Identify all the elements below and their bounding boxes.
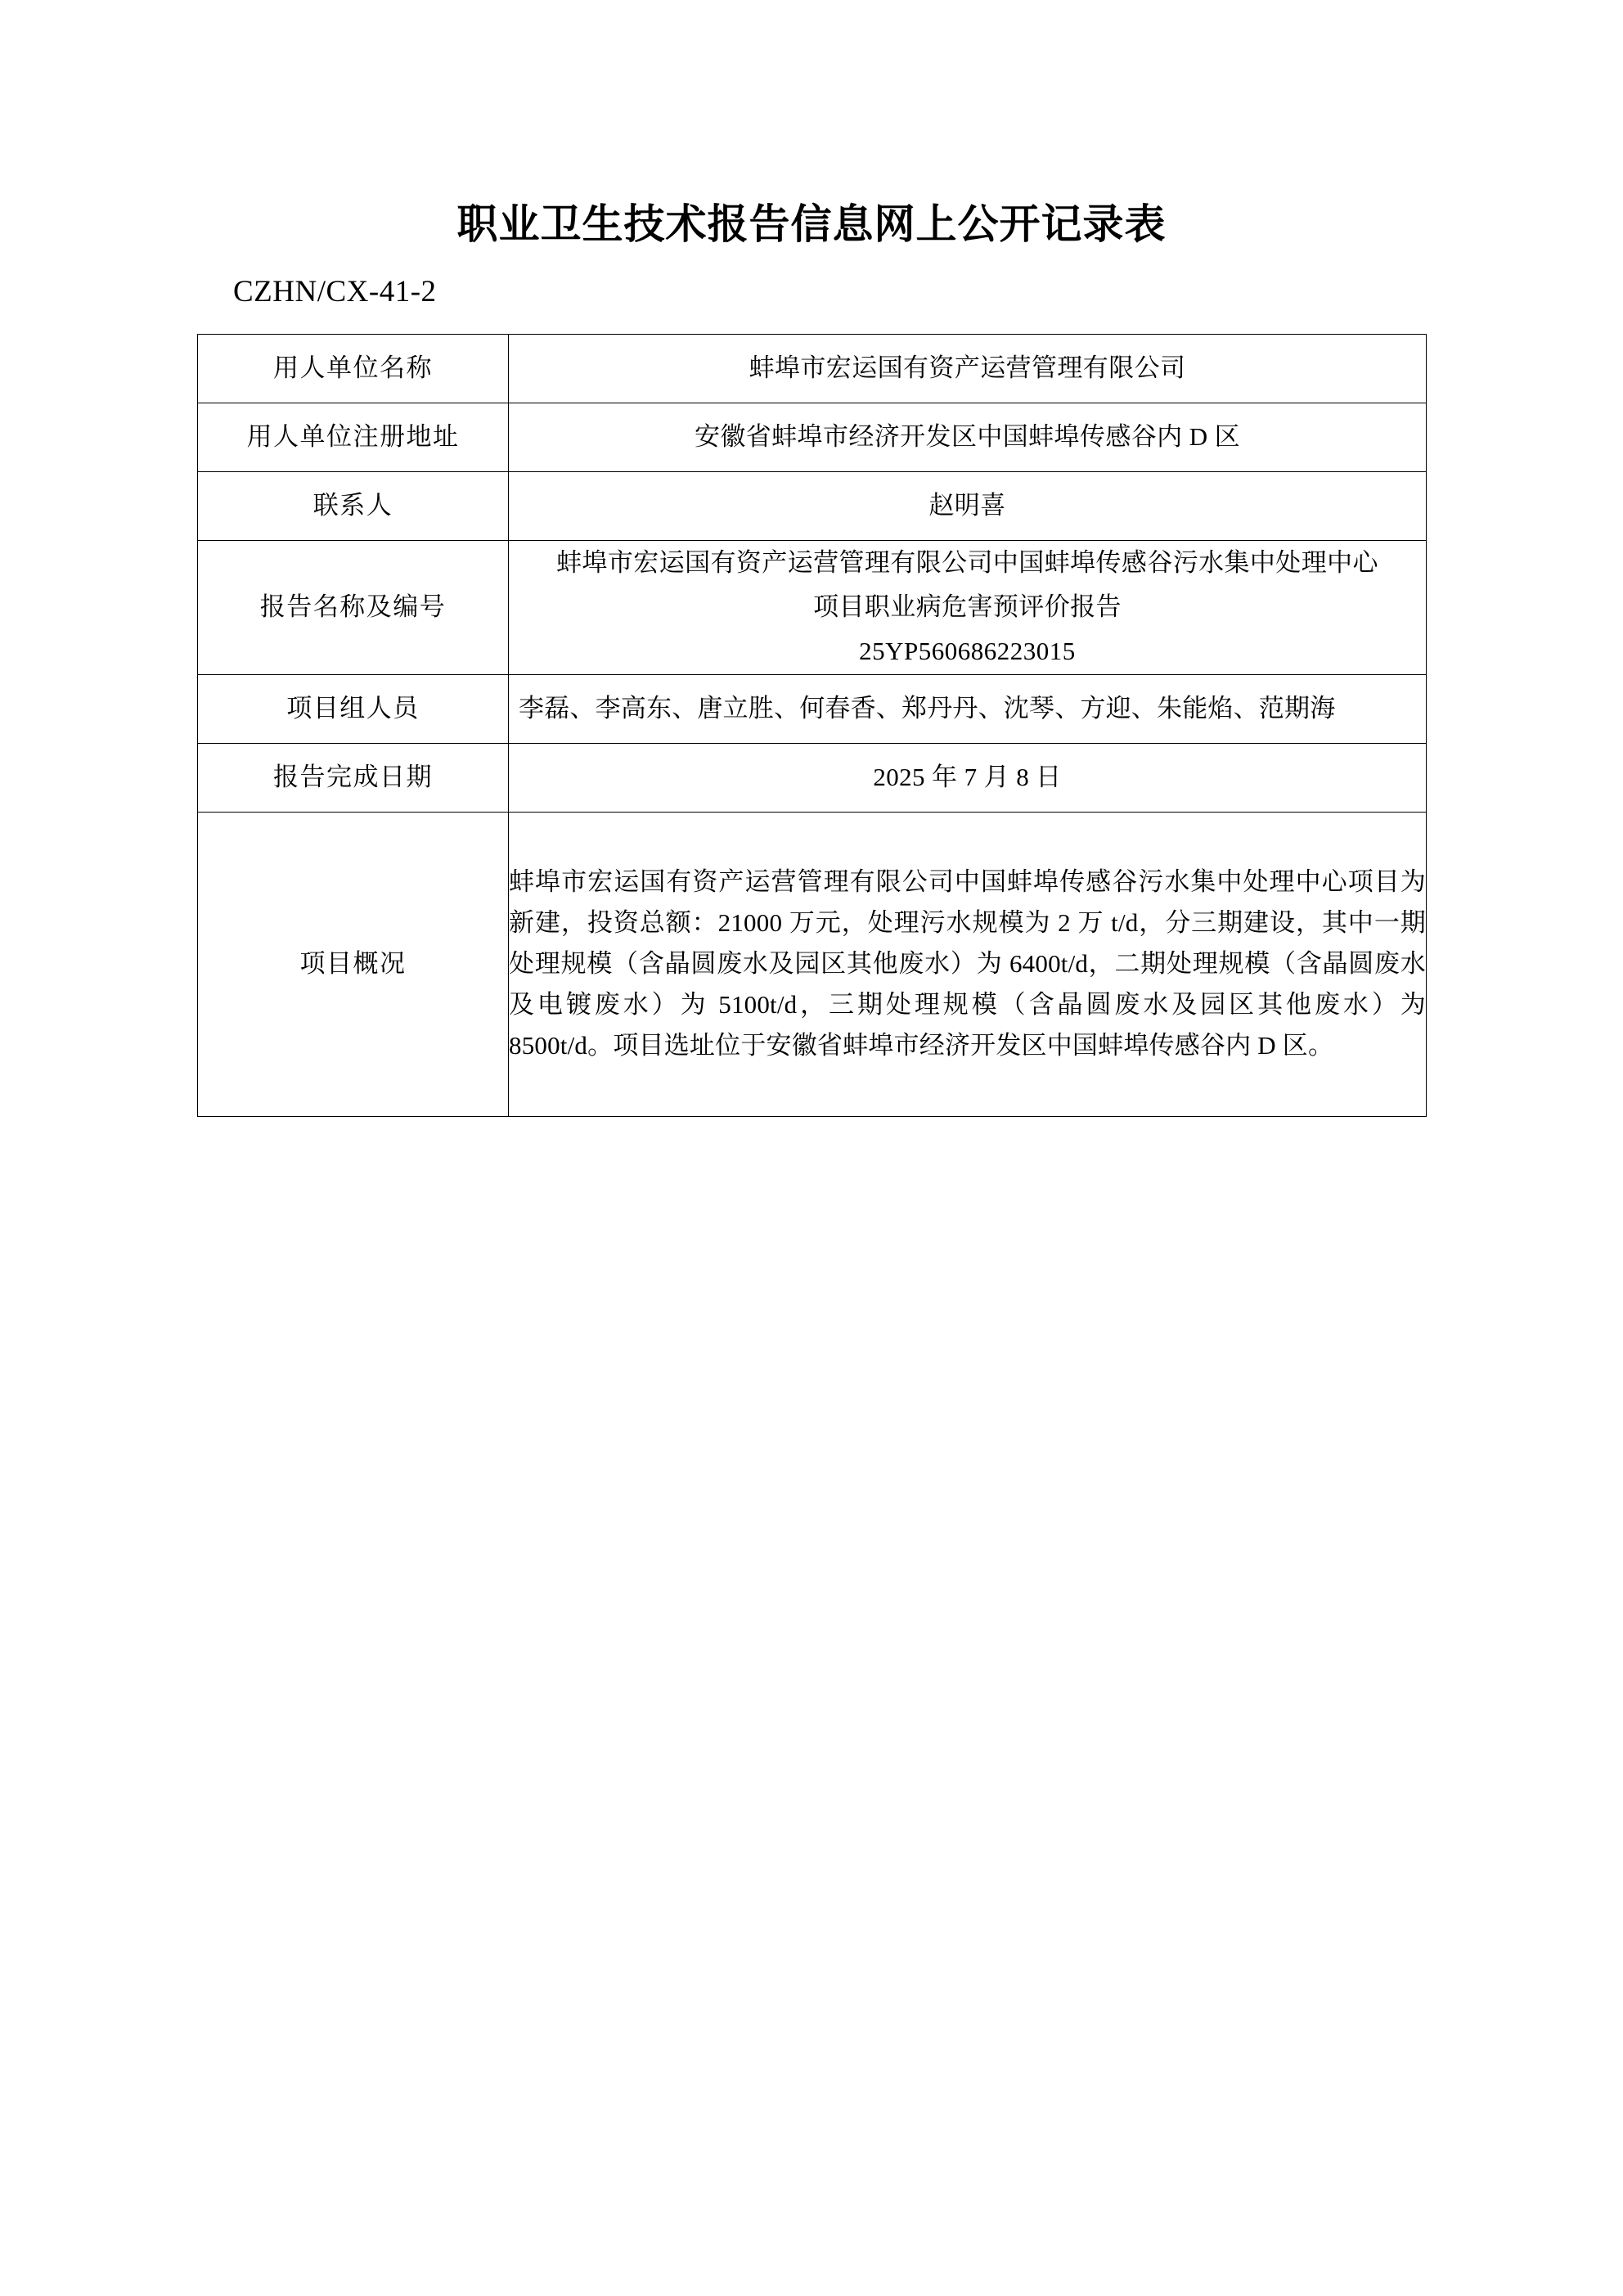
row-label-project-overview: 项目概况 [198, 812, 509, 1116]
row-label-completion-date: 报告完成日期 [198, 743, 509, 812]
row-value-employer-name: 蚌埠市宏运国有资产运营管理有限公司 [509, 335, 1427, 403]
table-row [198, 472, 1427, 541]
row-value-project-overview: 蚌埠市宏运国有资产运营管理有限公司中国蚌埠传感谷污水集中处理中心项目为新建，投资总额：21000 万元，处理污水规模为 2 万 t/d，分三期建设，其中一期处理规模（含晶圆废水及园区其他废水）为 6400t/d，二期处理规模（含晶圆废水及电镀废水）为 5100t/d，三期处理规模（含晶圆废水及园区其他废水）为 8500t/d。项目选址位于安徽省蚌埠市经济开发区中国蚌埠传感谷内 D 区。 [509, 812, 1427, 1116]
report-info-table [197, 334, 1427, 1117]
table-row [198, 743, 1427, 812]
row-label-contact-person: 联系人 [198, 472, 509, 541]
row-value-report-name-number [509, 541, 1427, 675]
form-code: CZHN/CX-41-2 [233, 275, 437, 308]
row-label-employer-address: 用人单位注册地址 [198, 403, 509, 472]
report-name-line-1: 蚌埠市宏运国有资产运营管理有限公司中国蚌埠传感谷污水集中处理中心 [556, 548, 1378, 577]
row-label-employer-name: 用人单位名称 [198, 335, 509, 403]
report-number: 25YP560686223015 [859, 637, 1076, 666]
page-title: 职业卫生技术报告信息网上公开记录表 [456, 201, 1167, 247]
row-label-project-team: 项目组人员 [198, 674, 509, 743]
row-value-project-team: 李磊、李高东、唐立胜、何春香、郑丹丹、沈琴、方迎、朱能焰、范期海 [509, 674, 1427, 743]
table-row [198, 674, 1427, 743]
table-row [198, 812, 1427, 1116]
row-value-employer-address: 安徽省蚌埠市经济开发区中国蚌埠传感谷内 D 区 [509, 403, 1427, 472]
row-value-completion-date: 2025 年 7 月 8 日 [509, 743, 1427, 812]
table-row [198, 541, 1427, 675]
table-row [198, 335, 1427, 403]
row-value-contact-person: 赵明喜 [509, 472, 1427, 541]
report-name-line-2: 项目职业病危害预评价报告 [813, 592, 1122, 622]
table-row [198, 403, 1427, 472]
row-label-report-name-number: 报告名称及编号 [198, 541, 509, 675]
